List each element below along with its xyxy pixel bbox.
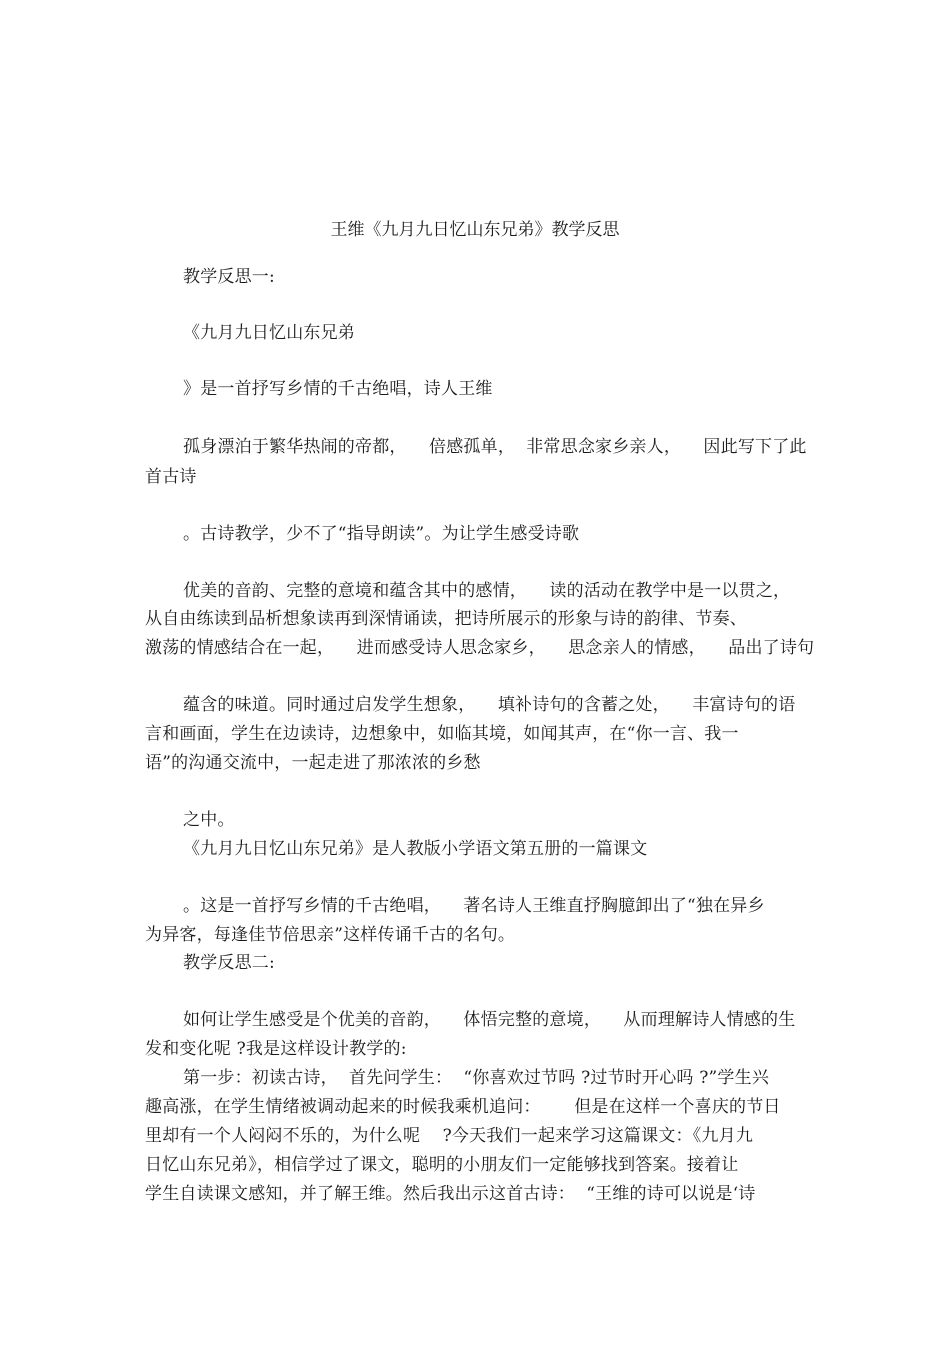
paragraph-line: 激荡的情感结合在一起， 进而感受诗人思念家乡， 思念亲人的情感， 品出了诗句 [145, 638, 815, 658]
paragraph-line: 首古诗 [145, 467, 197, 487]
paragraph-line: 从自由练读到品析想象读再到深情诵读，把诗所展示的形象与诗的韵律、节奏、 [145, 609, 747, 629]
paragraph-line: 第一步：初读古诗， 首先问学生： “你喜欢过节吗 ?过节时开心吗 ?”学生兴 [183, 1068, 770, 1088]
paragraph-line: 》是一首抒写乡情的千古绝唱，诗人王维 [183, 379, 493, 399]
paragraph-line: 如何让学生感受是个优美的音韵， 体悟完整的意境， 从而理解诗人情感的生 [183, 1010, 796, 1030]
paragraph-line: 蕴含的味道。同时通过启发学生想象， 填补诗句的含蓄之处， 丰富诗句的语 [183, 695, 796, 715]
document-title: 王维《九月九日忆山东兄弟》教学反思 [330, 220, 620, 240]
paragraph-line: 。古诗教学，少不了“指导朗读”。为让学生感受诗歌 [183, 524, 580, 544]
paragraph-line: 语”的沟通交流中，一起走进了那浓浓的乡愁 [145, 753, 481, 773]
paragraph-line: 言和画面，学生在边读诗，边想象中，如临其境，如闻其声，在“你一言、我一 [145, 724, 739, 744]
paragraph-line: 教学反思一: [183, 267, 275, 287]
paragraph-line: 优美的音韵、完整的意境和蕴含其中的感情， 读的活动在教学中是一以贯之， [183, 581, 791, 601]
paragraph-line: 里却有一个人闷闷不乐的，为什么呢 ?今天我们一起来学习这篇课文：《九月九 [145, 1126, 754, 1146]
paragraph-line: 之中。 [183, 810, 235, 830]
paragraph-line: 《九月九日忆山东兄弟 [183, 323, 355, 343]
paragraph-line: 。这是一首抒写乡情的千古绝唱， 著名诗人王维直抒胸臆卸出了“独在异乡 [183, 896, 765, 916]
paragraph-line: 为异客，每逢佳节倍思亲”这样传诵千古的名句。 [145, 925, 516, 945]
paragraph-line: 日忆山东兄弟》，相信学过了课文，聪明的小朋友们一定能够找到答案。接着让 [145, 1155, 739, 1175]
paragraph-line: 发和变化呢 ?我是这样设计教学的: [145, 1039, 407, 1059]
paragraph-line: 趣高涨，在学生情绪被调动起来的时候我乘机追问： 但是在这样一个喜庆的节日 [145, 1097, 781, 1117]
paragraph-line: 教学反思二: [183, 953, 275, 973]
paragraph-line: 孤身漂泊于繁华热闹的帝都， 倍感孤单， 非常思念家乡亲人， 因此写下了此 [183, 437, 807, 457]
paragraph-line: 学生自读课文感知，并了解王维。然后我出示这首古诗： “王维的诗可以说是‘诗 [145, 1184, 756, 1204]
paragraph-line: 《九月九日忆山东兄弟》是人教版小学语文第五册的一篇课文 [183, 839, 648, 859]
